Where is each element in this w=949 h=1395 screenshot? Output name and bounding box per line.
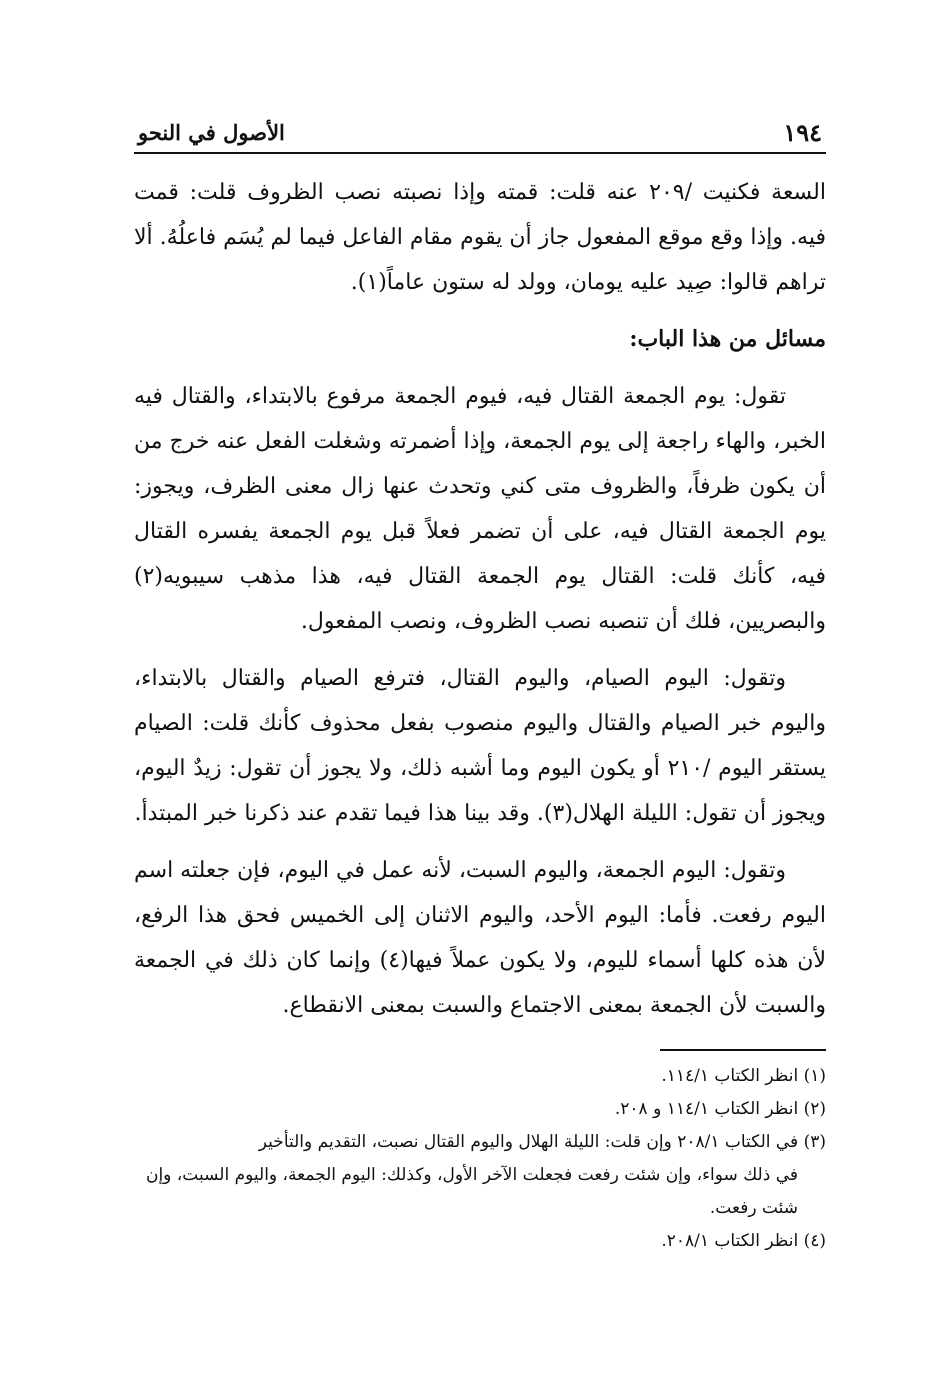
- paragraph-1: السعة فكنيت /٢٠٩ عنه قلت: قمته وإذا نصبته نصب الظروف قلت: قمت فيه. وإذا وقع موقع المفعول جاز أن يقوم مقام الفاعل فيما لم يُسَم فاعلُهُ. ألا تراهم قالوا: صِيد عليه يومان، وولد له ستون عاماً(١).: [134, 180, 826, 295]
- page-number: ١٩٤: [783, 118, 822, 147]
- paragraph-4: وتقول: اليوم الجمعة، واليوم السبت، لأنه عمل في اليوم، فإن جعلته اسم اليوم رفعت. فأما: اليوم الأحد، واليوم الاثنان إلى الخميس فحق هذا الرفع، لأن هذه كلها أسماء لليوم، ولا يكون عملاً فيها(٤) وإنما كان ذلك في الجمعة والسبت لأن الجمعة بمعنى الاجتماع والسبت بمعنى الانقطاع.: [134, 858, 827, 1018]
- section-heading: مسائل من هذا الباب:: [629, 326, 826, 352]
- footnotes: [134, 1060, 826, 1258]
- main-text: [134, 170, 826, 1040]
- paragraph-2: تقول: يوم الجمعة القتال فيه، فيوم الجمعة مرفوع بالابتداء، والقتال فيه الخبر، والهاء راجعة إلى يوم الجمعة، وإذا أضمرته وشغلت الفعل عنه خرج من أن يكون ظرفاً، والظروف متى كني وتحدث عنها زال معنى الظرف، ويجوز: يوم الجمعة القتال فيه، على أن تضمر فعلاً قبل يوم الجمعة يفسره القتال فيه، كأنك قلت: القتال يوم الجمعة القتال فيه، هذا مذهب سيبويه(٢) والبصريين، فلك أن تنصبه نصب الظروف، ونصب المفعول.: [134, 384, 826, 634]
- running-title: الأصول في النحو: [138, 120, 285, 145]
- footnote-4: (٤) انظر الكتاب ٢٠٨/١.: [661, 1231, 826, 1251]
- footnote-3: (٣) في الكتاب ٢٠٨/١ وإن قلت: الليلة الهلال واليوم القتال نصبت، التقديم والتأخير: [258, 1132, 826, 1152]
- footnote-separator: [660, 1049, 826, 1051]
- paragraph-3: وتقول: اليوم الصيام، واليوم القتال، فترفع الصيام والقتال بالابتداء، واليوم خبر الصيام والقتال واليوم منصوب بفعل محذوف كأنك قلت: الصيام يستقر اليوم /٢١٠ أو يكون اليوم وما أشبه ذلك، ولا يجوز أن تقول: زيدٌ اليوم، ويجوز أن تقول: الليلة الهلال(٣). وقد بينا هذا فيما تقدم عند ذكرنا خبر المبتدأ.: [134, 666, 826, 826]
- footnote-2: (٢) انظر الكتاب ١١٤/١ و ٢٠٨.: [614, 1099, 826, 1119]
- footnote-1: (١) انظر الكتاب ١١٤/١.: [661, 1066, 826, 1086]
- page-header: [134, 112, 826, 154]
- footnote-3-continuation: في ذلك سواء، وإن شئت رفعت فجعلت الآخر الأول، وكذلك: اليوم الجمعة، واليوم السبت، وإن شئت رفعت.: [145, 1165, 798, 1218]
